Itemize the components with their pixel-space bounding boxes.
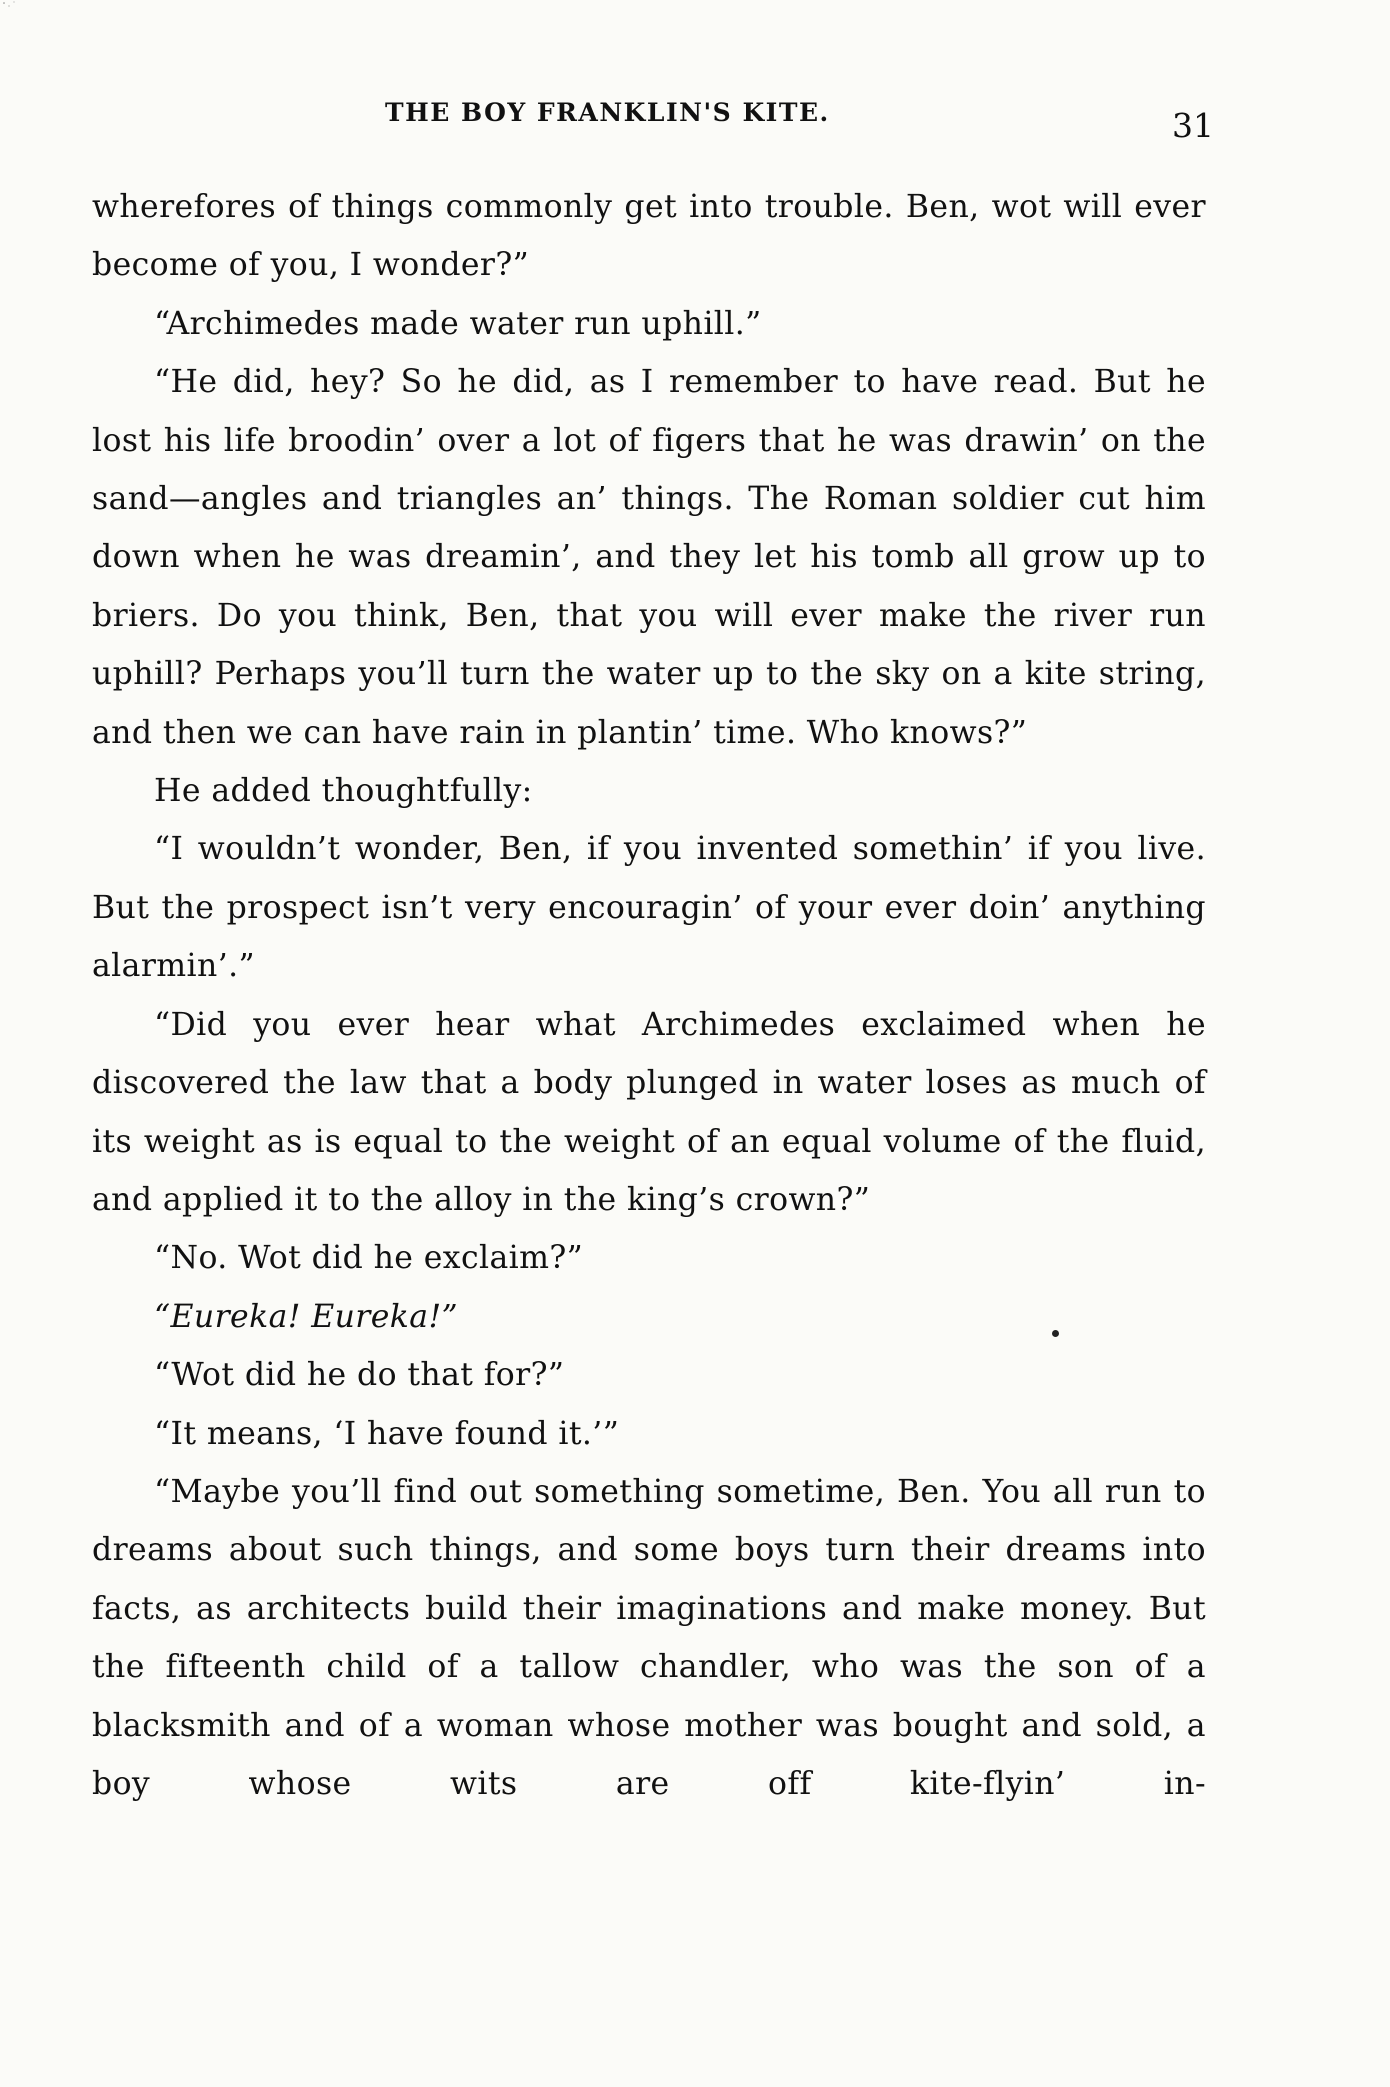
running-head [0,98,1390,145]
paragraph: “Did you ever hear what Archimedes exclaimed when he discovered the law that a body plunged in water loses as much of its weight as is equal to the weight of an equal volume of the fluid, and applied it to the alloy in the king’s crown?” [92,1006,1206,1218]
paragraph: “Maybe you’ll find out something sometime, Ben. You all run to dreams about such things, and some boys turn their dreams into facts, as architects build their imaginations and make money. But the fifteenth child of a tallow chandler, who was the son of a blacksmith and of a woman whose mother was bought and sold, a boy whose wits are off kite-flyin’ in- [92,1473,1206,1802]
running-title: THE BOY FRANKLIN'S KITE. [385,98,830,127]
paragraph: “Archimedes made water run uphill.” [154,305,762,342]
paragraph: “No. Wot did he exclaim?” [154,1240,584,1277]
paragraph: “It means, ‘I have found it.’” [154,1415,620,1452]
corner-speck-marks [0,0,30,30]
paragraph: “I wouldn’t wonder, Ben, if you invented somethin’ if you live. But the prospect isn’t very encouragin’ of your ever doin’ anything alarmin’.” [92,831,1206,985]
stray-ink-dot [1052,1330,1059,1337]
paragraph: He added thoughtfully: [154,773,533,810]
paragraph: wherefores of things commonly get into trouble. Ben, wot will ever become of you, I wonder?” [92,189,1206,284]
paragraph: “Wot did he do that for?” [154,1357,565,1394]
body-text [92,178,1206,1813]
paragraph-italic: “Eureka! Eureka!” [154,1298,459,1335]
page-number: 31 [1172,106,1214,145]
paragraph: “He did, hey? So he did, as I remember to have read. But he lost his life broodin’ over a lot of figers that he was drawin’ on the sand—angles and triangles an’ things. The Roman soldier cut him down when he was dreamin’, and they let his tomb all grow up to briers. Do you think, Ben, that you will ever make the river run uphill? Perhaps you’ll turn the water up to the sky on a kite string, and then we can have rain in plantin’ time. Who knows?” [92,364,1206,751]
